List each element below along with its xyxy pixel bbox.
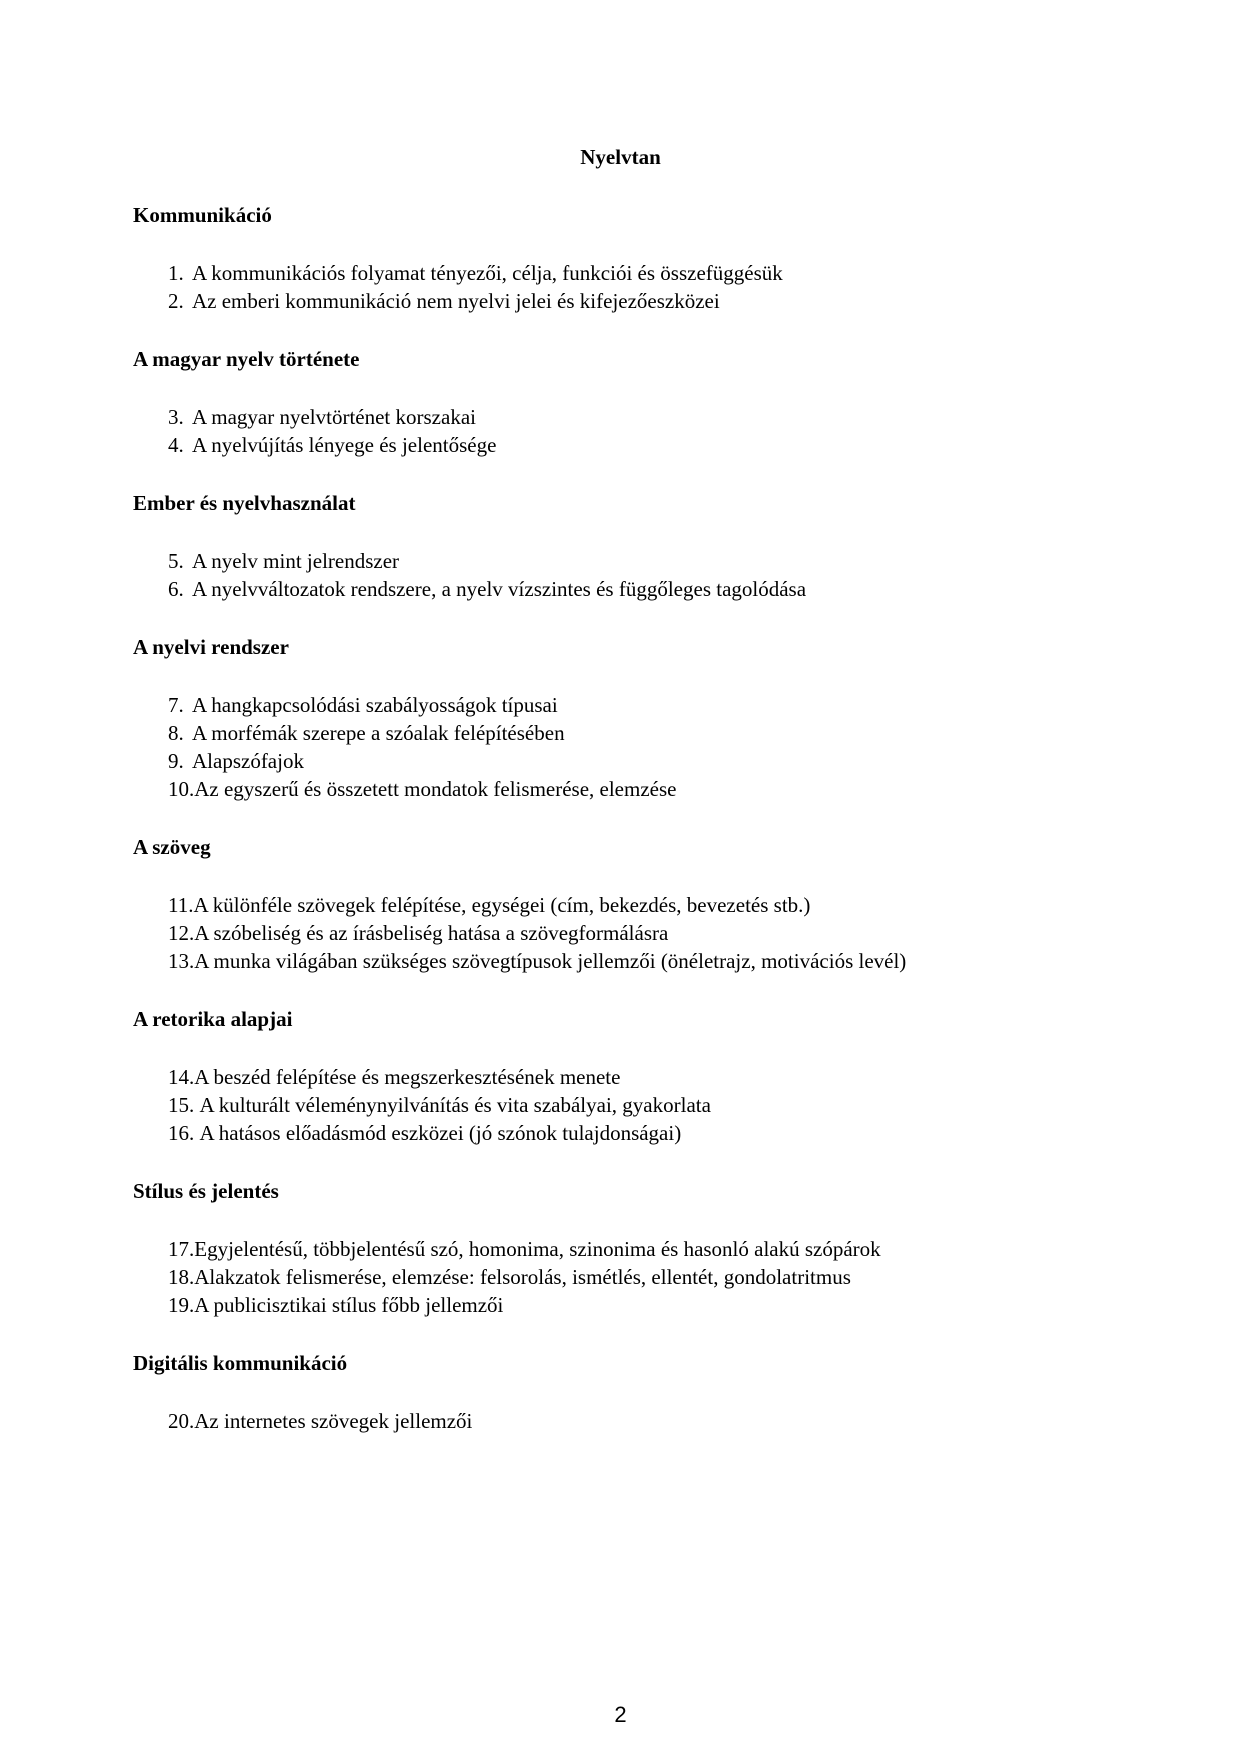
list-item (133, 1263, 1108, 1291)
section (133, 201, 1108, 315)
page-number: 2 (614, 1702, 627, 1727)
item-number: 13. (168, 949, 195, 973)
section-heading: A nyelvi rendszer (133, 635, 289, 659)
item-number: 5. (168, 549, 184, 573)
list-item (133, 403, 1108, 431)
section (133, 345, 1108, 459)
section-heading: A retorika alapjai (133, 1007, 293, 1031)
list-item (133, 1235, 1108, 1263)
item-text: A kulturált véleménynyilvánítás és vita szabályai, gyakorlata (194, 1093, 711, 1117)
item-text: A hangkapcsolódási szabályosságok típusai (192, 693, 558, 717)
section (133, 1177, 1108, 1319)
topic-list (133, 547, 1108, 603)
item-text: A nyelv mint jelrendszer (192, 549, 400, 573)
item-number: 2. (168, 289, 184, 313)
topic-list (133, 1407, 1108, 1435)
topic-list (133, 891, 1108, 975)
item-number: 12. (168, 921, 195, 945)
list-item (133, 547, 1108, 575)
item-number: 6. (168, 577, 184, 601)
item-number: 7. (168, 693, 184, 717)
section (133, 633, 1108, 803)
item-text: A kommunikációs folyamat tényezői, célja, funkciói és összefüggésük (192, 261, 783, 285)
topic-list (133, 1235, 1108, 1319)
item-text: A magyar nyelvtörténet korszakai (192, 405, 476, 429)
list-item (133, 431, 1108, 459)
topic-list (133, 691, 1108, 803)
topic-list (133, 1063, 1108, 1147)
item-text: A publicisztikai stílus főbb jellemzői (194, 1293, 504, 1317)
item-number: 8. (168, 721, 184, 745)
sections (133, 201, 1108, 1435)
section-heading: Digitális kommunikáció (133, 1351, 348, 1375)
topic-list (133, 403, 1108, 459)
section-heading: A szöveg (133, 835, 211, 859)
item-number: 20. (168, 1409, 195, 1433)
item-text: Egyjelentésű, többjelentésű szó, homonima, szinonima és hasonló alakú szópárok (194, 1237, 881, 1261)
item-text: A hatásos előadásmód eszközei (jó szónok tulajdonságai) (194, 1121, 682, 1145)
item-text: Az emberi kommunikáció nem nyelvi jelei és kifejezőeszközei (192, 289, 720, 313)
list-item (133, 947, 1108, 975)
list-item (133, 1407, 1108, 1435)
list-item (133, 1291, 1108, 1319)
list-item (133, 747, 1108, 775)
item-number: 14. (168, 1065, 195, 1089)
item-number: 18. (168, 1265, 195, 1289)
list-item (133, 775, 1108, 803)
item-text: A különféle szövegek felépítése, egységei (cím, bekezdés, bevezetés stb.) (193, 893, 811, 917)
section (133, 1005, 1108, 1147)
list-item (133, 1091, 1108, 1119)
item-text: A szóbeliség és az írásbeliség hatása a szövegformálásra (194, 921, 669, 945)
topic-list (133, 259, 1108, 315)
page-title: Nyelvtan (580, 145, 661, 169)
item-number: 10. (168, 777, 195, 801)
item-number: 4. (168, 433, 184, 457)
list-item (133, 919, 1108, 947)
item-number: 3. (168, 405, 184, 429)
section (133, 489, 1108, 603)
section-heading: A magyar nyelv története (133, 347, 360, 371)
item-text: Alapszófajok (192, 749, 304, 773)
section-heading: Ember és nyelvhasználat (133, 491, 356, 515)
list-item (133, 719, 1108, 747)
section (133, 1349, 1108, 1435)
item-text: Az egyszerű és összetett mondatok felismerése, elemzése (194, 777, 677, 801)
item-text: Alakzatok felismerése, elemzése: felsorolás, ismétlés, ellentét, gondolatritmus (194, 1265, 851, 1289)
list-item (133, 891, 1108, 919)
list-item (133, 259, 1108, 287)
section (133, 833, 1108, 975)
list-item (133, 691, 1108, 719)
item-number: 1. (168, 261, 184, 285)
item-text: A munka világában szükséges szövegtípusok jellemzői (önéletrajz, motivációs levél) (194, 949, 907, 973)
item-number: 16. (168, 1121, 195, 1145)
item-number: 15. (168, 1093, 195, 1117)
item-number: 9. (168, 749, 184, 773)
section-heading: Kommunikáció (133, 203, 272, 227)
item-text: A beszéd felépítése és megszerkesztésének menete (194, 1065, 621, 1089)
item-number: 17. (168, 1237, 195, 1261)
item-text: A morfémák szerepe a szóalak felépítésében (192, 721, 565, 745)
item-number: 19. (168, 1293, 195, 1317)
item-text: A nyelvváltozatok rendszere, a nyelv vízszintes és függőleges tagolódása (192, 577, 807, 601)
item-text: A nyelvújítás lényege és jelentősége (192, 433, 497, 457)
section-heading: Stílus és jelentés (133, 1179, 279, 1203)
list-item (133, 287, 1108, 315)
item-number: 11. (168, 893, 194, 917)
list-item (133, 1119, 1108, 1147)
list-item (133, 1063, 1108, 1091)
item-text: Az internetes szövegek jellemzői (194, 1409, 473, 1433)
list-item (133, 575, 1108, 603)
